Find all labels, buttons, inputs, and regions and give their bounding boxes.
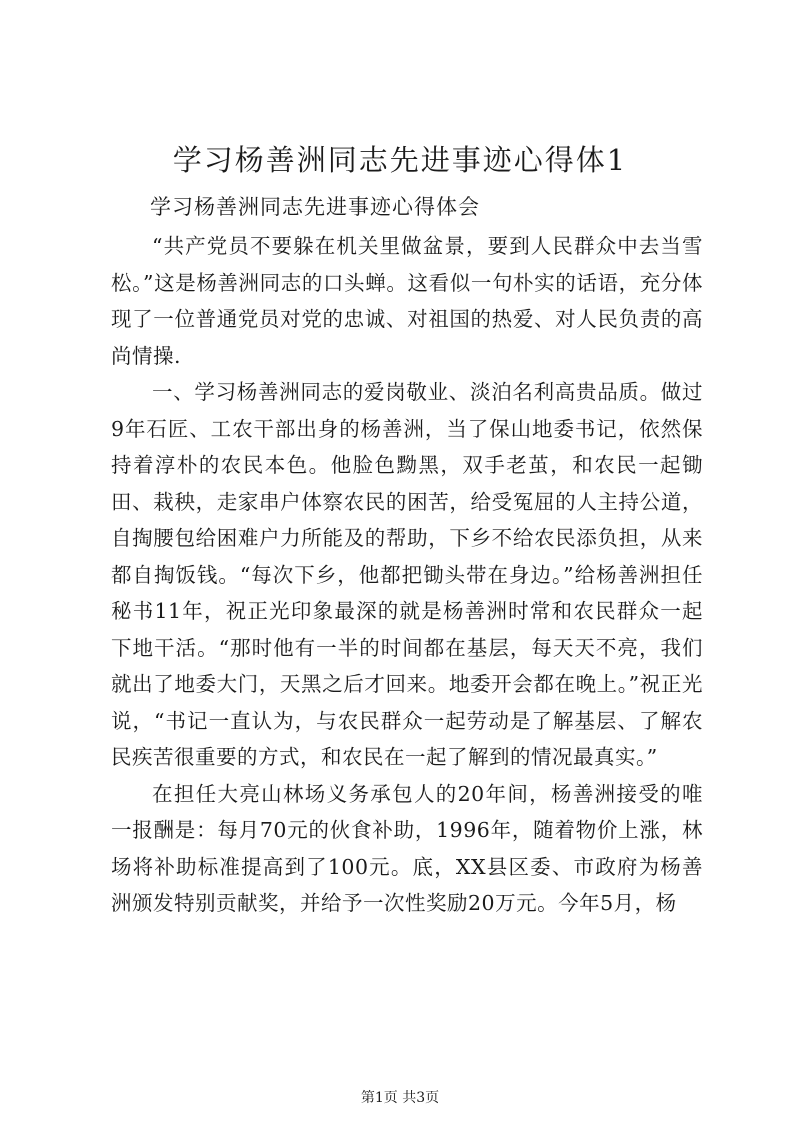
document-subtitle: 学习杨善洲同志先进事迹心得体会 bbox=[150, 195, 480, 219]
document-title: 学习杨善洲同志先进事迹心得体1 bbox=[172, 143, 628, 177]
document-body bbox=[111, 228, 703, 922]
paragraph: “共产党员不要躲在机关里做盆景，要到人民群众中去当雪松。”这是杨善洲同志的口头蝉。这看似一句朴实的话语，充分体现了一位普通党员对党的忠诚、对祖国的热爱、对人民负责的高尚情操. bbox=[111, 234, 703, 368]
paragraph: 一、学习杨善洲同志的爱岗敬业、淡泊名利高贵品质。做过9年石匠、工农干部出身的杨善洲，当了保山地委书记，依然保持着淳朴的农民本色。他脸色黝黑，双手老茧，和农民一起锄田、栽秧，走家串户体察农民的困苦，给受冤屈的人主持公道，自掏腰包给困难户力所能及的帮助，下乡不给农民添负担，从来都自掏饭钱。“每次下乡，他都把锄头带在身边。”给杨善洲担任秘书11年，祝正光印象最深的就是杨善洲时常和农民群众一起下地干活。“那时他有一半的时间都在基层，每天天不亮，我们就出了地委大门，天黑之后才回来。地委开会都在晚上。”祝正光说，“书记一直认为，与农民群众一起劳动是了解基层、了解农民疾苦很重要的方式，和农民在一起了解到的情况最真实。” bbox=[111, 380, 703, 769]
page-footer: 第1页 共3页 bbox=[360, 1090, 440, 1106]
paragraph: 在担任大亮山林场义务承包人的20年间，杨善洲接受的唯一报酬是：每月70元的伙食补助，1996年，随着物价上涨，林场将补助标准提高到了100元。底，XX县区委、市政府为杨善洲颁发特别贡献奖，并给予一次性奖励20万元。今年5月，杨 bbox=[111, 781, 703, 915]
